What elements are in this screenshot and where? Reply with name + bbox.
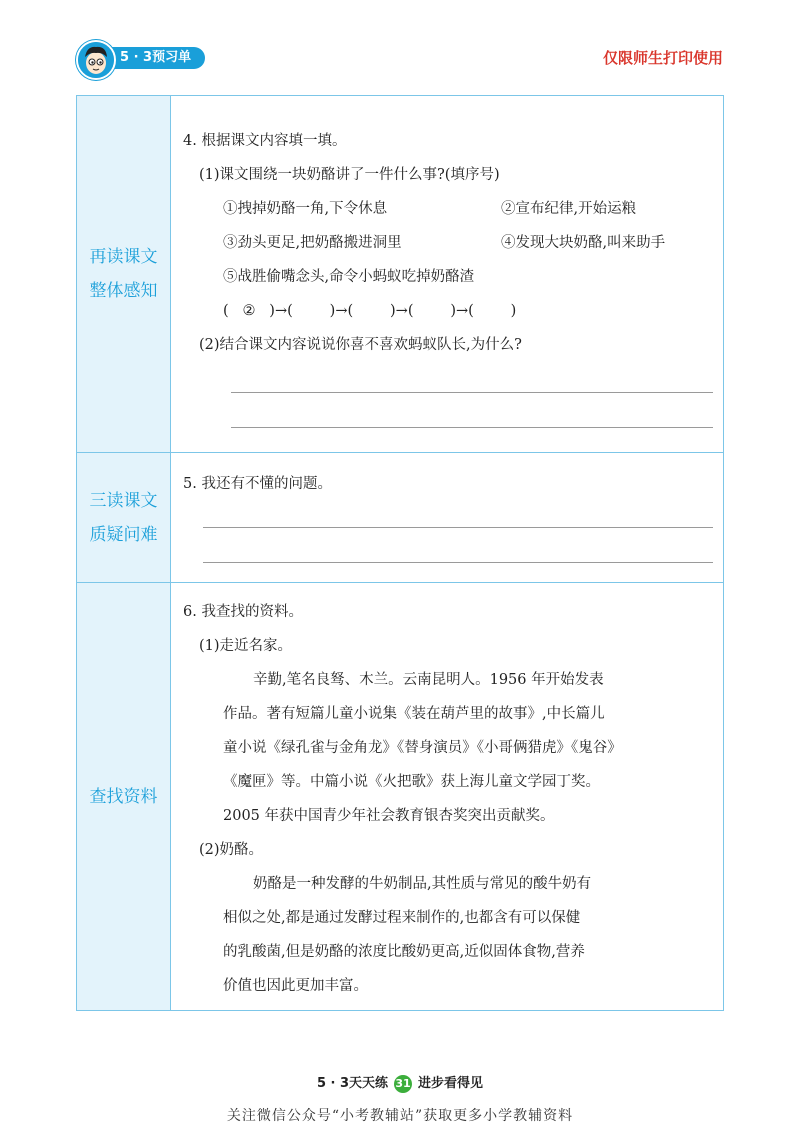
arrow-icon: →: [274, 303, 288, 319]
option-item: ①拽掉奶酪一角,下令休息: [223, 201, 388, 217]
paragraph-line: 童小说《绿孔雀与金角龙》《替身演员》《小哥俩猎虎》《鬼谷》: [223, 740, 622, 756]
arrow-icon: →: [395, 303, 408, 319]
option-item: ③劲头更足,把奶酪搬进洞里: [223, 235, 402, 251]
footer-slogan: 进步看得见: [418, 1076, 484, 1091]
option-item: ⑤战胜偷嘴念头,命令小蚂蚁吃掉奶酪渣: [223, 269, 475, 285]
blank-bracket[interactable]: ( ): [468, 303, 517, 319]
section-label-line: 三读课文: [89, 490, 158, 511]
blank-bracket[interactable]: ( ): [407, 303, 456, 319]
question-title: 5. 我还有不懂的问题。: [183, 476, 332, 492]
section-label: [77, 96, 171, 453]
answer-line[interactable]: [231, 393, 713, 428]
sequence-blanks: [223, 294, 516, 328]
question-title: 6. 我查找的资料。: [183, 604, 303, 620]
cartoon-boy-icon: [76, 40, 116, 80]
cheese-paragraph: [183, 867, 713, 1003]
subquestion: (2)结合课文内容说说你喜不喜欢蚂蚁队长,为什么?: [199, 337, 522, 353]
subquestion: (1)课文围绕一块奶酪讲了一件什么事?(填序号): [199, 167, 500, 183]
section-label: [77, 453, 171, 583]
answer-line[interactable]: [203, 501, 713, 528]
series-label: 5 · 3预习单: [102, 47, 205, 69]
worksheet-table: [76, 95, 724, 1011]
paragraph-line: 辛勤,笔名良驽、木兰。云南昆明人。1956 年开始发表: [253, 672, 604, 688]
blank-bracket[interactable]: ( ): [347, 303, 396, 319]
section-label-line: 质疑问难: [89, 524, 158, 545]
paragraph-line: 作品。著有短篇儿童小说集《装在葫芦里的故事》,中长篇儿: [223, 706, 605, 722]
paragraph-line: 价值也因此更加丰富。: [223, 978, 368, 994]
option-item: ②宣布纪律,开始运粮: [501, 201, 637, 217]
blank-answer: ②: [242, 303, 256, 319]
arrow-icon: →: [335, 303, 348, 319]
page-number-badge: 31: [394, 1075, 412, 1093]
paragraph-line: 奶酪是一种发酵的牛奶制品,其性质与常见的酸牛奶有: [253, 876, 592, 892]
answer-line[interactable]: [203, 528, 713, 563]
question-title: 4. 根据课文内容填一填。: [183, 133, 347, 149]
section-label-line: 再读课文: [89, 247, 158, 267]
section-row-research: [77, 583, 724, 1011]
wechat-watermark: 关注微信公众号“小考教辅站”获取更多小学教辅资料: [226, 1108, 574, 1124]
paragraph-line: 2005 年获中国青少年社会教育银杏奖突出贡献奖。: [223, 808, 555, 824]
section-label-line: 查找资料: [89, 786, 158, 807]
paragraph-line: 的乳酸菌,但是奶酪的浓度比酸奶更高,近似固体食物,营养: [223, 944, 585, 960]
arrow-icon: →: [456, 303, 469, 319]
option-item: ④发现大块奶酪,叫来助手: [501, 235, 666, 251]
section-row-reread: [77, 96, 724, 453]
section-content: [171, 96, 724, 453]
print-restriction-note: 仅限师生打印使用: [602, 49, 723, 67]
blank-bracket[interactable]: ( ): [287, 303, 336, 319]
subquestion: (2)奶酪。: [199, 842, 264, 858]
section-row-question: [77, 453, 724, 583]
answer-line[interactable]: [231, 366, 713, 393]
paragraph-line: 相似之处,都是通过发酵过程来制作的,也都含有可以保健: [223, 910, 581, 926]
footer-series-label: 5 · 3天天练: [316, 1076, 389, 1091]
section-label-line: 整体感知: [89, 281, 158, 301]
blank-bracket[interactable]: ( ② ): [223, 303, 275, 319]
author-paragraph: [183, 663, 713, 833]
subquestion: (1)走近名家。: [199, 638, 293, 654]
paragraph-line: 《魔匣》等。中篇小说《火把歌》获上海儿童文学园丁奖。: [223, 774, 600, 790]
page-footer: [0, 1072, 800, 1093]
section-label: [77, 583, 171, 1011]
section-content: [171, 453, 724, 583]
section-content: [171, 583, 724, 1011]
